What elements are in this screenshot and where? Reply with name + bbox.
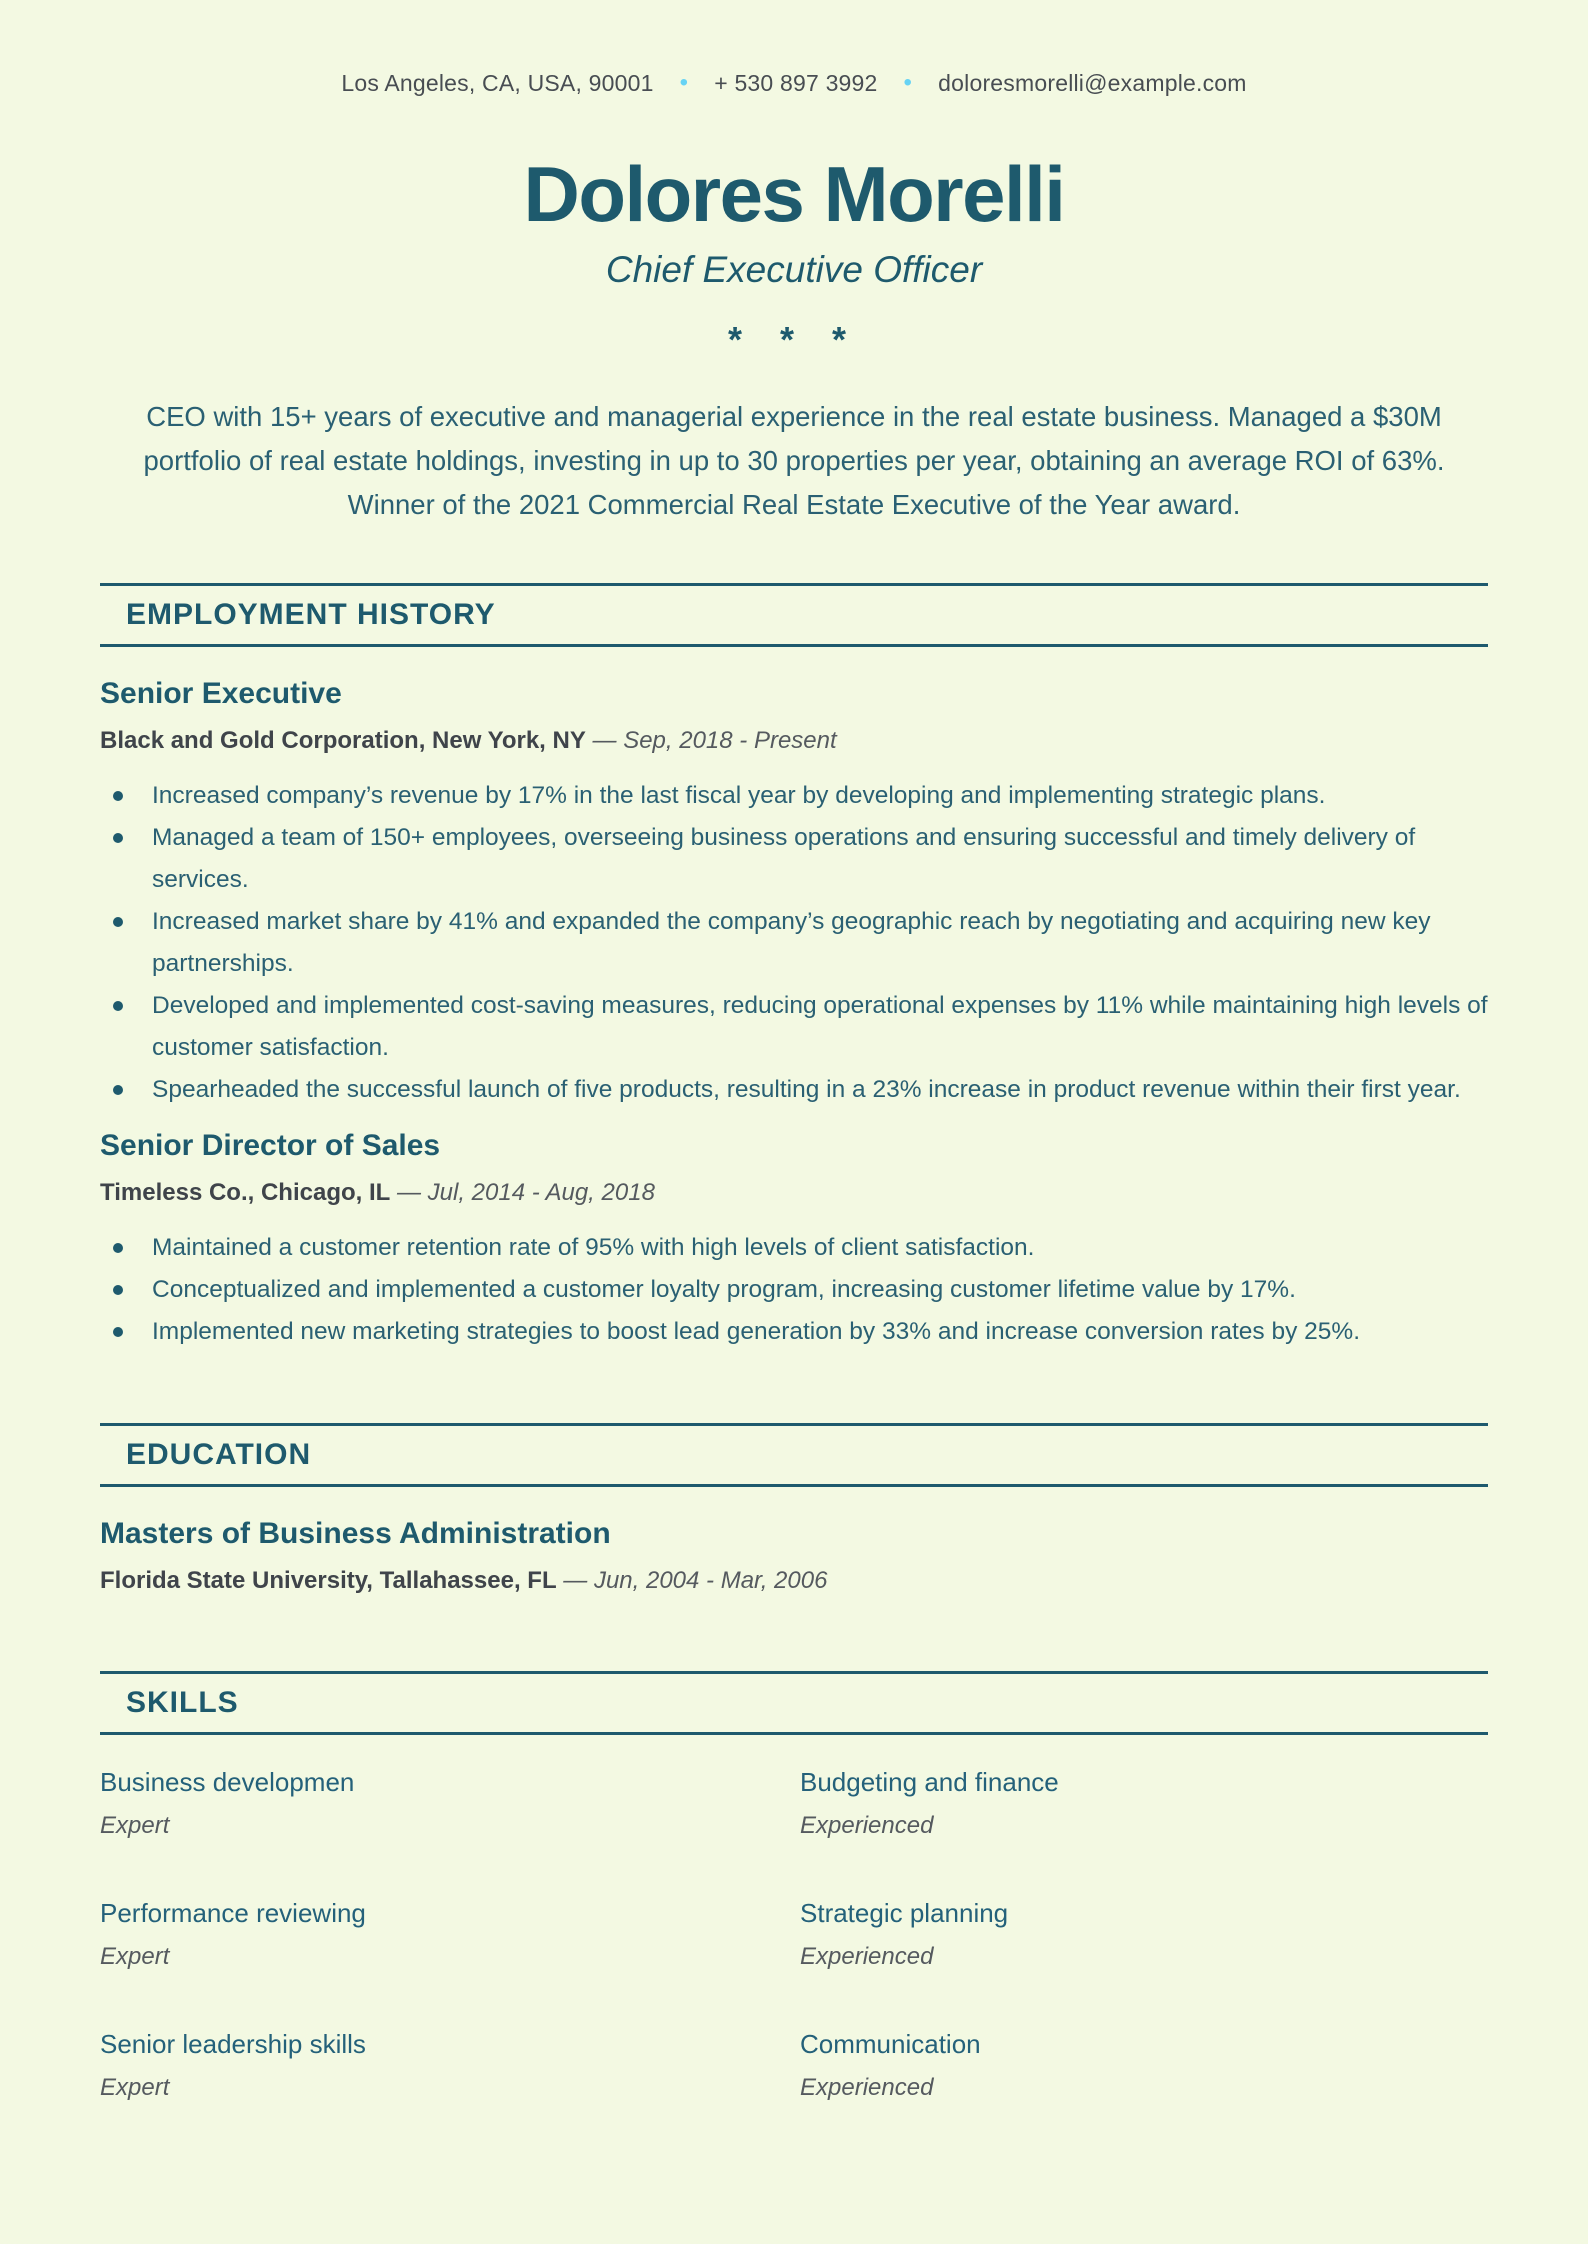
bullet-item: Increased company’s revenue by 17% in the last fiscal year by developing and implementing strategic plans. — [100, 775, 1488, 817]
bullet-item: Conceptualized and implemented a customer loyalty program, increasing customer lifetime value by 17%. — [100, 1269, 1488, 1311]
bullet-item: Spearheaded the successful launch of five products, resulting in a 23% increase in product revenue within their first year. — [100, 1069, 1488, 1111]
education-entry — [100, 1517, 1488, 1595]
contact-location: Los Angeles, CA, USA, 90001 — [341, 70, 654, 96]
skill-level: Expert — [100, 2074, 170, 2101]
skill-item — [100, 2029, 800, 2102]
skill-level: Expert — [100, 1812, 170, 1839]
candidate-name: Dolores Morelli — [523, 150, 1065, 238]
bullet-item: Increased market share by 41% and expanded the company’s geographic reach by negotiating and acquiring new key partnerships. — [100, 901, 1488, 985]
section-skills — [100, 1671, 1488, 2102]
section-skills-heading: SKILLS — [126, 1686, 239, 1719]
candidate-title: Chief Executive Officer — [605, 249, 983, 290]
skills-grid — [100, 1767, 1488, 2102]
skill-item — [100, 1767, 800, 1840]
job-bullet-list — [100, 1227, 1488, 1353]
degree-title: Masters of Business Administration — [100, 1517, 611, 1550]
skill-name: Senior leadership skills — [100, 2029, 366, 2059]
skill-item — [100, 1898, 800, 1971]
contact-row — [100, 70, 1488, 97]
section-employment-header — [100, 583, 1488, 647]
skill-item — [800, 1898, 1488, 1971]
contact-phone: + 530 897 3992 — [714, 70, 878, 96]
bullet-item: Managed a team of 150+ employees, overseeing business operations and ensuring successful and timely delivery of services. — [100, 817, 1488, 901]
bullet-item: Implemented new marketing strategies to boost lead generation by 33% and increase conversion rates by 25%. — [100, 1311, 1488, 1353]
star-divider: * * * — [727, 319, 861, 360]
job-dates: — Sep, 2018 - Present — [592, 727, 837, 754]
skill-level: Experienced — [800, 1943, 934, 1970]
education-meta — [100, 1567, 1488, 1595]
skill-name: Business developmen — [100, 1767, 355, 1797]
job-entry — [100, 1129, 1488, 1353]
contact-email: doloresmorelli@example.com — [938, 70, 1247, 96]
skill-name: Communication — [800, 2029, 981, 2059]
bullet-item: Developed and implemented cost-saving measures, reducing operational expenses by 11% while maintaining high levels of customer satisfaction. — [100, 985, 1488, 1069]
skill-level: Experienced — [800, 2074, 934, 2101]
school-name: Florida State University, Tallahassee, FL — [100, 1567, 557, 1594]
job-dates: — Jul, 2014 - Aug, 2018 — [396, 1179, 655, 1206]
skill-level: Experienced — [800, 1812, 934, 1839]
section-skills-header — [100, 1671, 1488, 1735]
skill-item — [800, 1767, 1488, 1840]
job-bullet-list — [100, 775, 1488, 1111]
skill-item — [800, 2029, 1488, 2102]
job-title: Senior Director of Sales — [100, 1129, 441, 1162]
job-entry — [100, 677, 1488, 1111]
section-education-header — [100, 1423, 1488, 1487]
job-company: Black and Gold Corporation, New York, NY — [100, 727, 586, 754]
skill-name: Performance reviewing — [100, 1898, 366, 1928]
section-employment-heading: EMPLOYMENT HISTORY — [126, 598, 496, 631]
section-education — [100, 1423, 1488, 1595]
skill-level: Expert — [100, 1943, 170, 1970]
job-meta — [100, 1179, 1488, 1207]
skill-name: Budgeting and finance — [800, 1767, 1059, 1797]
skill-name: Strategic planning — [800, 1898, 1009, 1928]
contact-separator-dot: • — [903, 68, 913, 96]
job-company: Timeless Co., Chicago, IL — [100, 1179, 391, 1206]
bullet-item: Maintained a customer retention rate of 95% with high levels of client satisfaction. — [100, 1227, 1488, 1269]
contact-separator-dot: • — [679, 68, 689, 96]
section-employment — [100, 583, 1488, 1353]
section-education-heading: EDUCATION — [126, 1438, 312, 1471]
school-dates: — Jun, 2004 - Mar, 2006 — [563, 1567, 828, 1594]
job-title: Senior Executive — [100, 677, 342, 710]
job-meta — [100, 727, 1488, 755]
summary-text: CEO with 15+ years of executive and managerial experience in the real estate business. Managed a $30M portfolio of real estate holdings, investing in up to 30 properties per year, obtaining an average ROI of 63%. Winner of the 2021 Commercial Real Estate Executive of the Year award. — [143, 401, 1445, 520]
